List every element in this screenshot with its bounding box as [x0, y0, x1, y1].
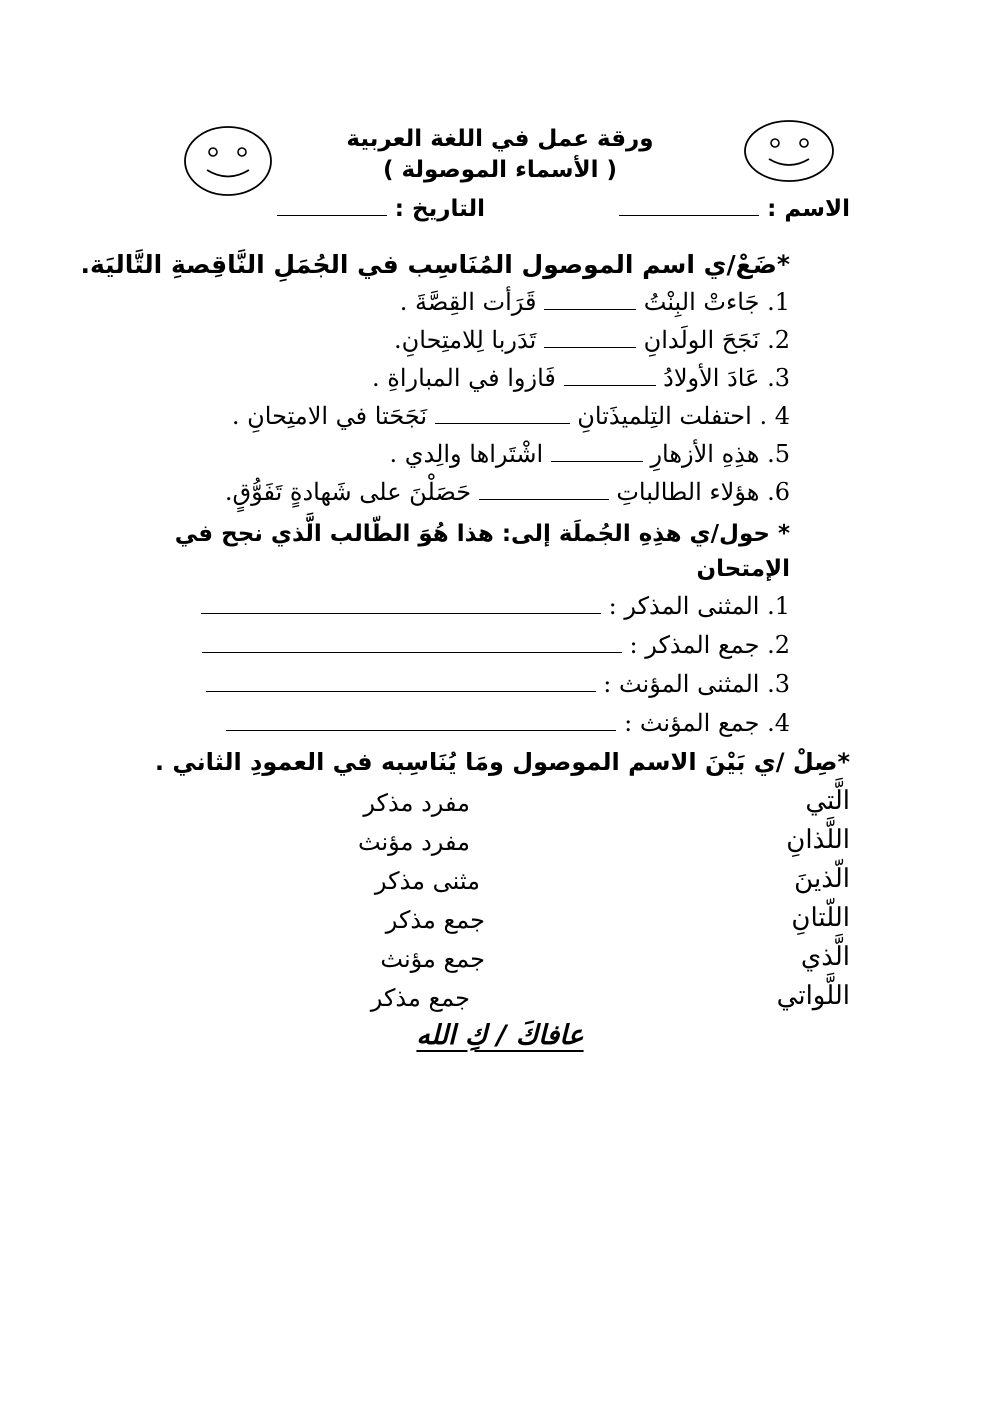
section2-instruction: * حول/ي هذِهِ الجُملَة إلى: هذا هُوَ الطّالب الَّذي نجح في [174, 521, 790, 547]
smiley-face-left-icon [183, 125, 273, 197]
category-label[interactable]: جمع مذكر [370, 984, 470, 1012]
smiley-face-right-icon [743, 119, 835, 183]
section1-instruction: *ضَعْ/ي اسم الموصول المُنَاسِب في الجُمَلِ النَّاقِصةِ التَّاليَة. [80, 250, 790, 279]
answer-blank[interactable] [544, 305, 636, 310]
list-item: 5. هذِهِ الأزهارِ اشْتَراها والِدي . [389, 440, 790, 468]
section2-instruction-continued: الإمتحان [696, 556, 790, 582]
answer-blank[interactable] [435, 419, 570, 424]
relative-pronoun[interactable]: الَّذي [800, 942, 850, 972]
answer-blank[interactable] [551, 457, 643, 462]
list-item: 6. هؤلاء الطالباتِ حَصَلْنَ على شَهادةٍ تَفَوُّقٍ. [224, 478, 790, 506]
category-label[interactable]: جمع مؤنث [380, 945, 485, 973]
section3-instruction: *صِلْ /ي بَيْنَ الاسم الموصول ومَا يُنَاسِبه في العمودِ الثاني . [154, 748, 850, 776]
page-subtitle: ( الأسماء الموصولة ) [382, 157, 618, 183]
relative-pronoun[interactable]: اللّتانِ [791, 903, 850, 933]
relative-pronoun[interactable]: الّذينَ [794, 864, 850, 894]
list-item: 4 . احتفلت التِلميذَتانِ نَجَحَتا في الامتِحانِ . [231, 402, 790, 430]
list-item: 2. نَجَحَ الولَدانِ تَدَربا لِلامتِحانِ. [394, 326, 790, 354]
relative-pronoun[interactable]: اللَّواتي [776, 981, 850, 1011]
list-item: 1. المثنى المذكر : [170, 592, 790, 620]
list-item: 4. جمع المؤنث : [165, 709, 790, 737]
name-field[interactable] [630, 196, 850, 222]
answer-blank[interactable] [544, 343, 636, 348]
answer-line[interactable] [202, 648, 622, 653]
list-item: 2. جمع المذكر : [170, 631, 790, 659]
relative-pronoun[interactable]: الَّتي [805, 786, 850, 816]
category-label[interactable]: مثنى مذكر [374, 867, 480, 895]
list-item: 3. عَادَ الأولادُ فَازوا في المباراةِ . [372, 364, 790, 392]
list-item: 3. المثنى المؤنث : [155, 670, 790, 698]
name-blank[interactable] [619, 211, 759, 216]
answer-blank[interactable] [564, 381, 656, 386]
closing-blessing: عافاكَ / كِ الله [416, 1020, 584, 1051]
answer-line[interactable] [226, 726, 616, 731]
category-label[interactable]: جمع مذكر [385, 906, 485, 934]
date-field[interactable] [245, 196, 485, 222]
name-label: الاسم : [767, 196, 850, 222]
answer-line[interactable] [201, 609, 601, 614]
list-item: 1. جَاءتْ البِنْتُ قَرَأت القِصَّةَ . [399, 288, 790, 316]
answer-blank[interactable] [479, 495, 609, 500]
answer-line[interactable] [206, 687, 596, 692]
page-title: ورقة عمل في اللغة العربية [346, 126, 654, 152]
relative-pronoun[interactable]: اللَّذانِ [786, 825, 850, 855]
category-label[interactable]: مفرد مؤنث [357, 828, 470, 856]
date-label: التاريخ : [394, 196, 485, 222]
date-blank[interactable] [277, 211, 387, 216]
category-label[interactable]: مفرد مذكر [363, 789, 470, 817]
